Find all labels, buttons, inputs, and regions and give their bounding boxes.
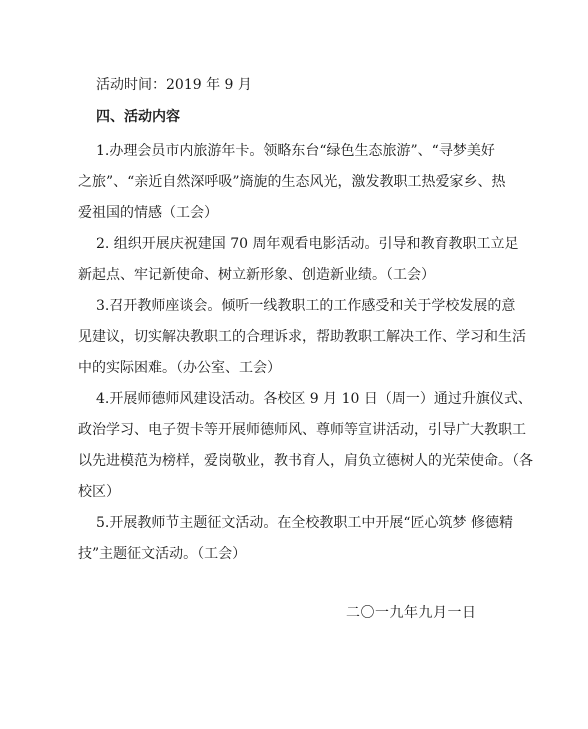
signature-date: 二〇一九年九月一日 [346,605,477,621]
item-3-line-1: 3.召开教师座谈会。倾听一线教职工的工作感受和关于学校发展的意 [96,298,516,314]
item-2-line-1: 2. 组织开展庆祝建国 70 周年观看电影活动。引导和教育教职工立足 [96,236,519,252]
item-1-line-1: 1.办理会员市内旅游年卡。领略东台“绿色生态旅游”、“寻梦美好 [96,143,495,159]
item-3-line-3: 中的实际困难。（办公室、工会） [78,360,281,376]
item-4-line-3: 以先进模范为榜样，爱岗敬业，教书育人，肩负立德树人的光荣使命。（各 [78,453,533,469]
item-4-line-2: 政治学习、电子贺卡等开展师德师风、尊师等宣讲活动，引导广大教职工 [78,422,526,438]
activity-time: 活动时间：2019 年 9 月 [96,77,252,93]
item-1-line-2: 之旅”、“亲近自然深呼吸”旖旎的生态风光，激发教职工热爱家乡、热 [78,174,506,190]
item-1-line-3: 爱祖国的情感（工会） [78,205,218,221]
item-4-line-4: 校区） [78,484,120,500]
item-5-line-1: 5.开展教师节主题征文活动。在全校教职工中开展“匠心筑梦 修德精 [96,515,513,531]
item-3-line-2: 见建议，切实解决教职工的合理诉求，帮助教职工解决工作、学习和生活 [78,329,526,345]
item-4-line-1: 4.开展师德师风建设活动。各校区 9 月 10 日（周一）通过升旗仪式、 [96,391,532,407]
item-2-line-2: 新起点、牢记新使命、树立新形象、创造新业绩。（工会） [78,267,435,283]
item-5-line-2: 技”主题征文活动。（工会） [78,546,247,562]
section-heading: 四、活动内容 [96,109,180,125]
